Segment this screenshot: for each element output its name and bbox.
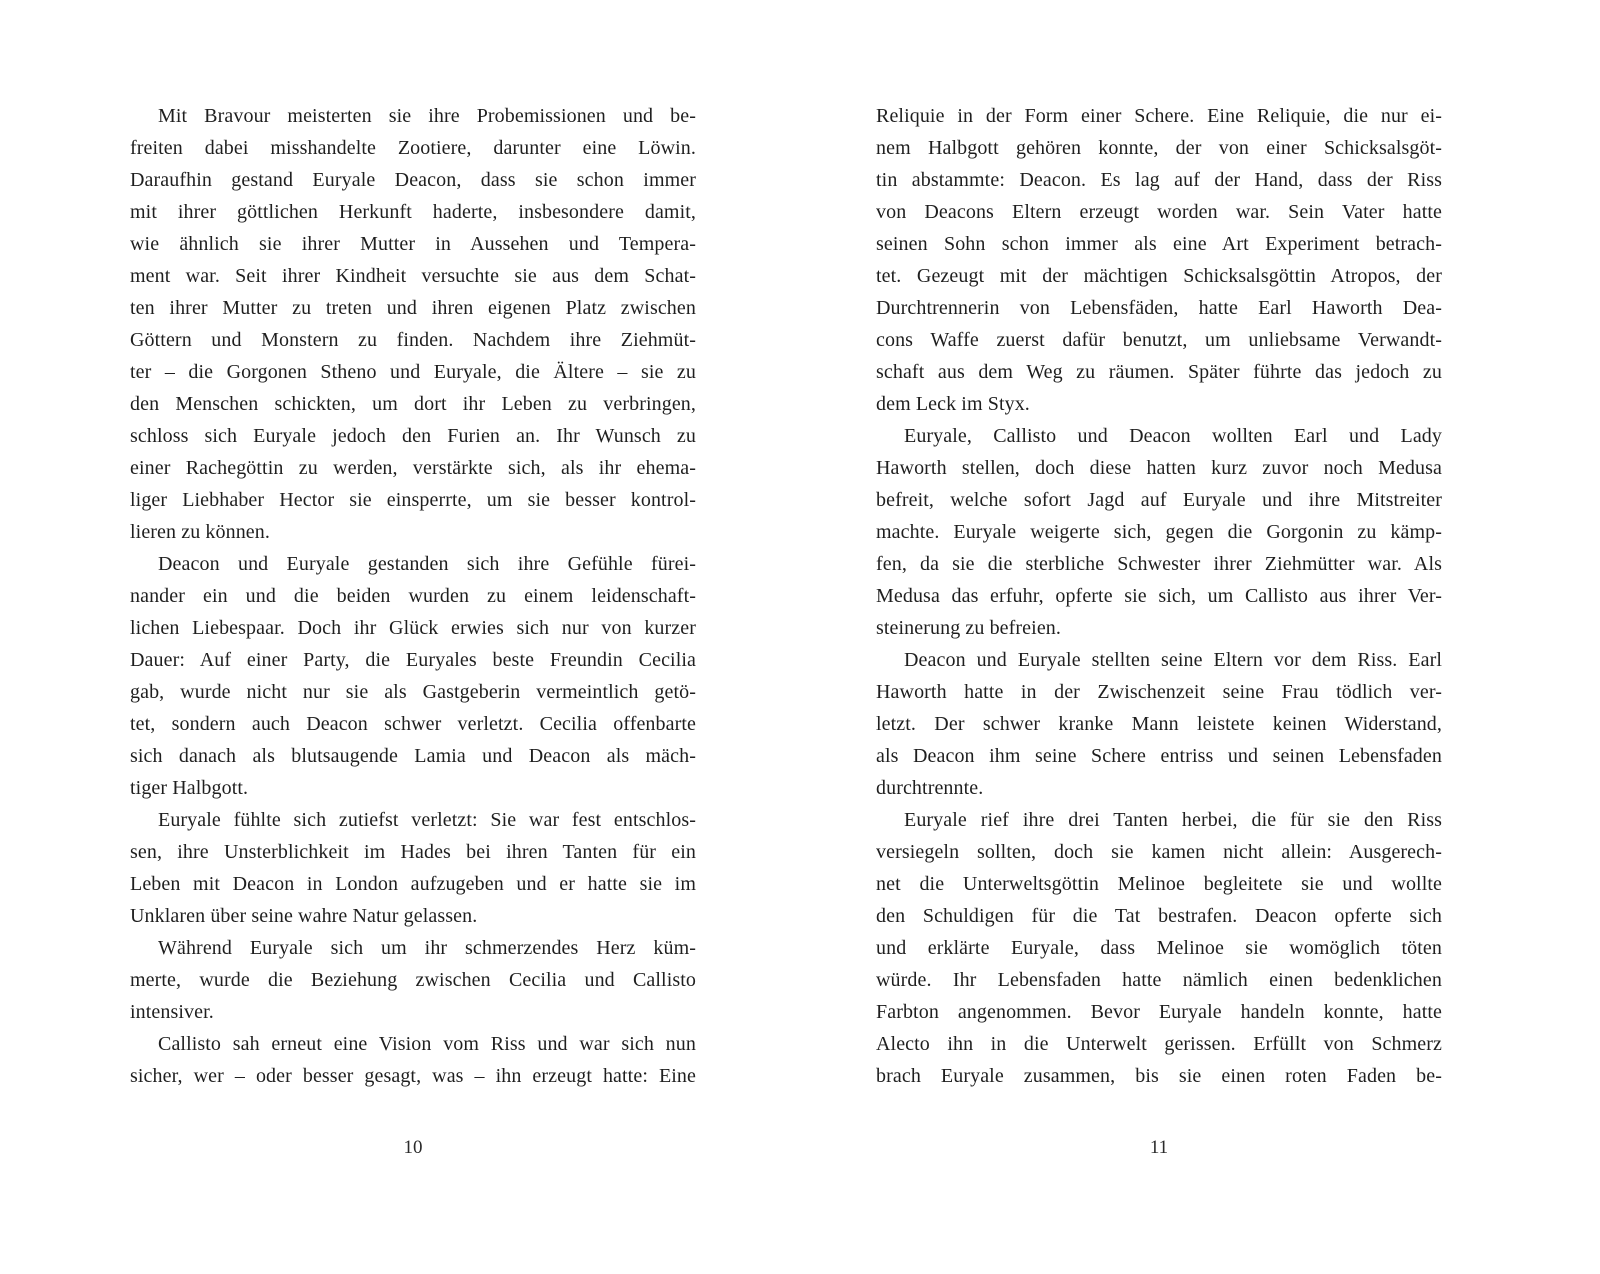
text-line: letzt. Der schwer kranke Mann leistete keinen Widerstand, [876, 713, 1442, 735]
text-line: schloss sich Euryale jedoch den Furien an. Ihr Wunsch zu [130, 425, 696, 447]
text-line: Haworth hatte in der Zwischenzeit seine Frau tödlich ver- [876, 681, 1442, 703]
text-line: einer Rachegöttin zu werden, verstärkte sich, als ihr ehema- [130, 457, 696, 479]
text-line: Durchtrennerin von Lebensfäden, hatte Earl Haworth Dea- [876, 297, 1442, 319]
text-line: steinerung zu befreien. [876, 617, 1061, 639]
text-line: Mit Bravour meisterten sie ihre Probemissionen und be- [158, 105, 696, 127]
text-line: Reliquie in der Form einer Schere. Eine Reliquie, die nur ei- [876, 105, 1442, 127]
text-line: den Schuldigen für die Tat bestrafen. Deacon opferte sich [876, 905, 1442, 927]
text-line: nander ein und die beiden wurden zu einem leidenschaft- [130, 585, 696, 607]
text-line: tet, sondern auch Deacon schwer verletzt. Cecilia offenbarte [130, 713, 696, 735]
text-line: Euryale rief ihre drei Tanten herbei, die für sie den Riss [904, 809, 1442, 831]
text-line: tin abstammte: Deacon. Es lag auf der Hand, dass der Riss [876, 169, 1442, 191]
paragraph [130, 1028, 696, 1092]
text-line: liger Liebhaber Hector sie einsperrte, um sie besser kontrol- [130, 489, 696, 511]
text-line: lieren zu können. [130, 521, 270, 543]
text-line: Haworth stellen, doch diese hatten kurz zuvor noch Medusa [876, 457, 1442, 479]
paragraph [130, 804, 696, 932]
text-line: tet. Gezeugt mit der mächtigen Schicksalsgöttin Atropos, der [876, 265, 1442, 287]
text-line: Daraufhin gestand Euryale Deacon, dass sie schon immer [130, 169, 696, 191]
page-number-right: 11 [1149, 1137, 1169, 1158]
text-line: net die Unterweltsgöttin Melinoe begleitete sie und wollte [876, 873, 1442, 895]
text-line: von Deacons Eltern erzeugt worden war. Sein Vater hatte [876, 201, 1442, 223]
text-line: gab, wurde nicht nur sie als Gastgeberin vermeintlich getö- [130, 681, 696, 703]
text-line: intensiver. [130, 1001, 214, 1023]
text-line: Unklaren über seine wahre Natur gelassen. [130, 905, 478, 927]
text-line: Medusa das erfuhr, opferte sie sich, um Callisto aus ihrer Ver- [876, 585, 1442, 607]
paragraph [130, 100, 696, 548]
paragraph [876, 420, 1442, 644]
text-line: den Menschen schickten, um dort ihr Leben zu verbringen, [130, 393, 696, 415]
text-line: ment war. Seit ihrer Kindheit versuchte sie aus dem Schat- [130, 265, 696, 287]
text-line: befreit, welche sofort Jagd auf Euryale und ihre Mitstreiter [876, 489, 1442, 511]
text-line: schaft aus dem Weg zu räumen. Später führte das jedoch zu [876, 361, 1442, 383]
text-line: Leben mit Deacon in London aufzugeben und er hatte sie im [130, 873, 696, 895]
text-line: dem Leck im Styx. [876, 393, 1030, 415]
text-line: sich danach als blutsaugende Lamia und Deacon als mäch- [130, 745, 696, 767]
paragraph [876, 100, 1442, 420]
paragraph [876, 804, 1442, 1092]
text-line: ter – die Gorgonen Stheno und Euryale, die Ältere – sie zu [130, 361, 696, 383]
text-line: seinen Sohn schon immer als eine Art Experiment betrach- [876, 233, 1442, 255]
paragraph [876, 644, 1442, 804]
page-number-left: 10 [403, 1137, 423, 1158]
paragraph [130, 932, 696, 1028]
text-line: und erklärte Euryale, dass Melinoe sie womöglich töten [876, 937, 1442, 959]
text-line: sicher, wer – oder besser gesagt, was – ihn erzeugt hatte: Eine [130, 1065, 696, 1087]
text-line: Farbton angenommen. Bevor Euryale handeln konnte, hatte [876, 1001, 1442, 1023]
page-right-text [876, 100, 1442, 1092]
page-right [876, 0, 1442, 1274]
text-line: Dauer: Auf einer Party, die Euryales beste Freundin Cecilia [130, 649, 696, 671]
text-line: Euryale fühlte sich zutiefst verletzt: Sie war fest entschlos- [158, 809, 696, 831]
text-line: cons Waffe zuerst dafür benutzt, um unliebsame Verwandt- [876, 329, 1442, 351]
text-line: tiger Halbgott. [130, 777, 249, 799]
text-line: würde. Ihr Lebensfaden hatte nämlich einen bedenklichen [876, 969, 1442, 991]
text-line: Callisto sah erneut eine Vision vom Riss und war sich nun [158, 1033, 696, 1055]
text-line: mit ihrer göttlichen Herkunft haderte, insbesondere damit, [130, 201, 696, 223]
text-line: als Deacon ihm seine Schere entriss und seinen Lebensfaden [876, 745, 1442, 767]
text-line: wie ähnlich sie ihrer Mutter in Aussehen und Tempera- [130, 233, 696, 255]
text-line: ten ihrer Mutter zu treten und ihren eigenen Platz zwischen [130, 297, 696, 319]
paragraph [130, 548, 696, 804]
text-line: fen, da sie die sterbliche Schwester ihrer Ziehmütter war. Als [876, 553, 1442, 575]
text-line: Göttern und Monstern zu finden. Nachdem ihre Ziehmüt- [130, 329, 696, 351]
text-line: Alecto ihn in die Unterwelt gerissen. Erfüllt von Schmerz [876, 1033, 1442, 1055]
page-left [130, 0, 696, 1274]
text-line: Deacon und Euryale gestanden sich ihre Gefühle fürei- [158, 553, 696, 575]
text-line: Deacon und Euryale stellten seine Eltern vor dem Riss. Earl [904, 649, 1442, 671]
text-line: lichen Liebespaar. Doch ihr Glück erwies sich nur von kurzer [130, 617, 696, 639]
text-line: nem Halbgott gehören konnte, der von einer Schicksalsgöt- [876, 137, 1442, 159]
text-line: Während Euryale sich um ihr schmerzendes Herz küm- [158, 937, 696, 959]
page-left-text [130, 100, 696, 1092]
text-line: machte. Euryale weigerte sich, gegen die Gorgonin zu kämp- [876, 521, 1442, 543]
text-line: freiten dabei misshandelte Zootiere, darunter eine Löwin. [130, 137, 696, 159]
text-line: merte, wurde die Beziehung zwischen Cecilia und Callisto [130, 969, 696, 991]
text-line: brach Euryale zusammen, bis sie einen roten Faden be- [876, 1065, 1442, 1087]
text-line: versiegeln sollten, doch sie kamen nicht allein: Ausgerech- [876, 841, 1442, 863]
text-line: durchtrennte. [876, 777, 984, 799]
text-line: sen, ihre Unsterblichkeit im Hades bei ihren Tanten für ein [130, 841, 696, 863]
text-line: Euryale, Callisto und Deacon wollten Earl und Lady [904, 425, 1442, 447]
